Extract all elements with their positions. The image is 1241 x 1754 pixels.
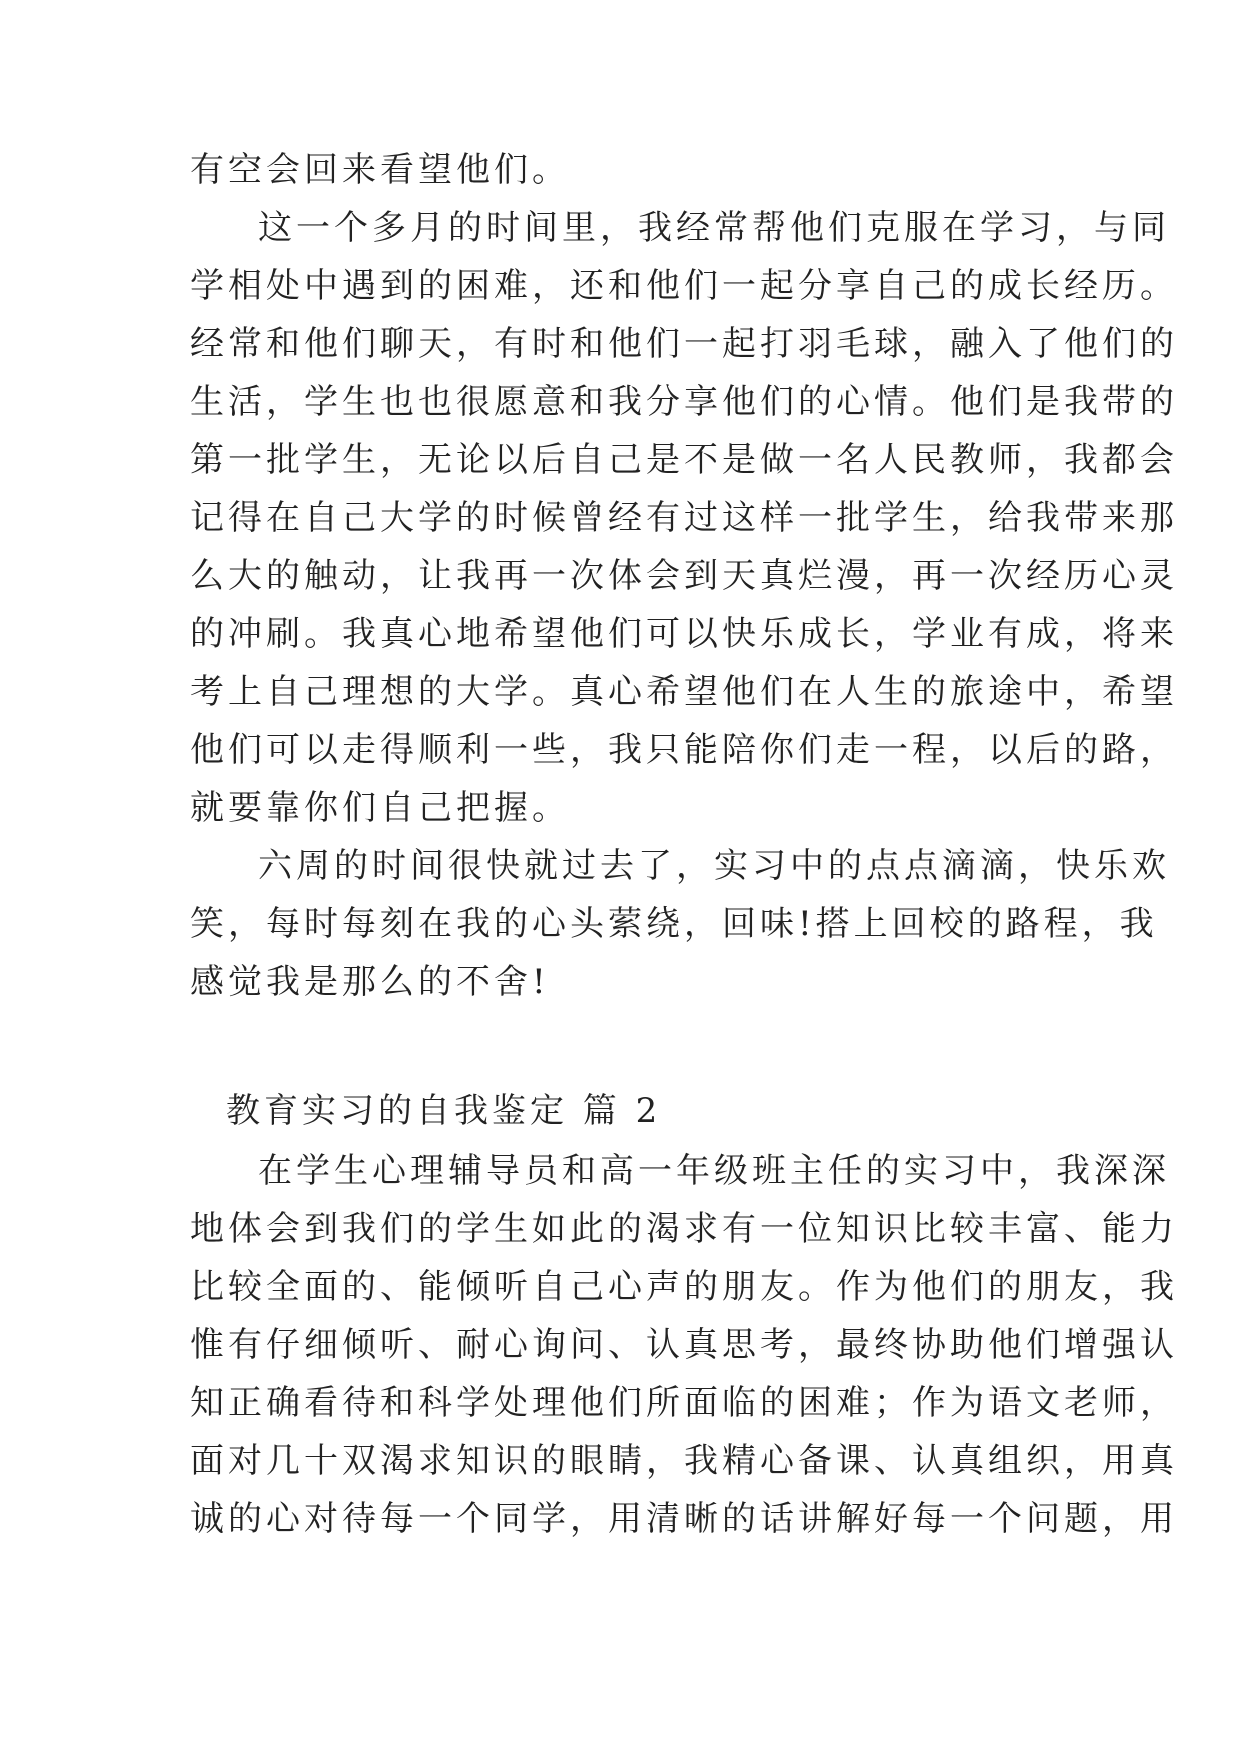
paragraph-line: 么大的触动，让我再一次体会到天真烂漫，再一次经历心灵 [190,556,1178,596]
paragraph-line: 地体会到我们的学生如此的渴求有一位知识比较丰富、能力 [190,1209,1178,1249]
section-heading: 教育实习的自我鉴定 篇 2 [226,1091,662,1131]
paragraph-line: 诚的心对待每一个同学，用清晰的话讲解好每一个问题，用 [190,1499,1178,1539]
paragraph-line: 经常和他们聊天，有时和他们一起打羽毛球，融入了他们的 [190,324,1178,364]
paragraph-line: 知正确看待和科学处理他们所面临的困难；作为语文老师， [190,1383,1178,1423]
paragraph-line: 有空会回来看望他们。 [190,150,570,190]
paragraph-line: 面对几十双渴求知识的眼睛，我精心备课、认真组织，用真 [190,1441,1178,1481]
paragraph-line: 在学生心理辅导员和高一年级班主任的实习中，我深深 [258,1151,1170,1191]
paragraph-line: 六周的时间很快就过去了，实习中的点点滴滴，快乐欢 [258,846,1170,886]
paragraph-line: 考上自己理想的大学。真心希望他们在人生的旅途中，希望 [190,672,1178,712]
paragraph-line: 比较全面的、能倾听自己心声的朋友。作为他们的朋友，我 [190,1267,1178,1307]
paragraph-line: 这一个多月的时间里，我经常帮他们克服在学习，与同 [258,208,1170,248]
paragraph-line: 学相处中遇到的困难，还和他们一起分享自己的成长经历。 [190,266,1178,306]
paragraph-line: 笑，每时每刻在我的心头萦绕，回味!搭上回校的路程，我 [190,904,1158,944]
paragraph-line: 第一批学生，无论以后自己是不是做一名人民教师，我都会 [190,440,1178,480]
paragraph-line: 惟有仔细倾听、耐心询问、认真思考，最终协助他们增强认 [190,1325,1178,1365]
paragraph-line: 感觉我是那么的不舍! [190,962,550,1002]
paragraph-line: 就要靠你们自己把握。 [190,788,570,828]
paragraph-line: 的冲刷。我真心地希望他们可以快乐成长，学业有成，将来 [190,614,1178,654]
paragraph-line: 记得在自己大学的时候曾经有过这样一批学生，给我带来那 [190,498,1178,538]
paragraph-line: 他们可以走得顺利一些，我只能陪你们走一程，以后的路， [190,730,1178,770]
paragraph-line: 生活，学生也也很愿意和我分享他们的心情。他们是我带的 [190,382,1178,422]
